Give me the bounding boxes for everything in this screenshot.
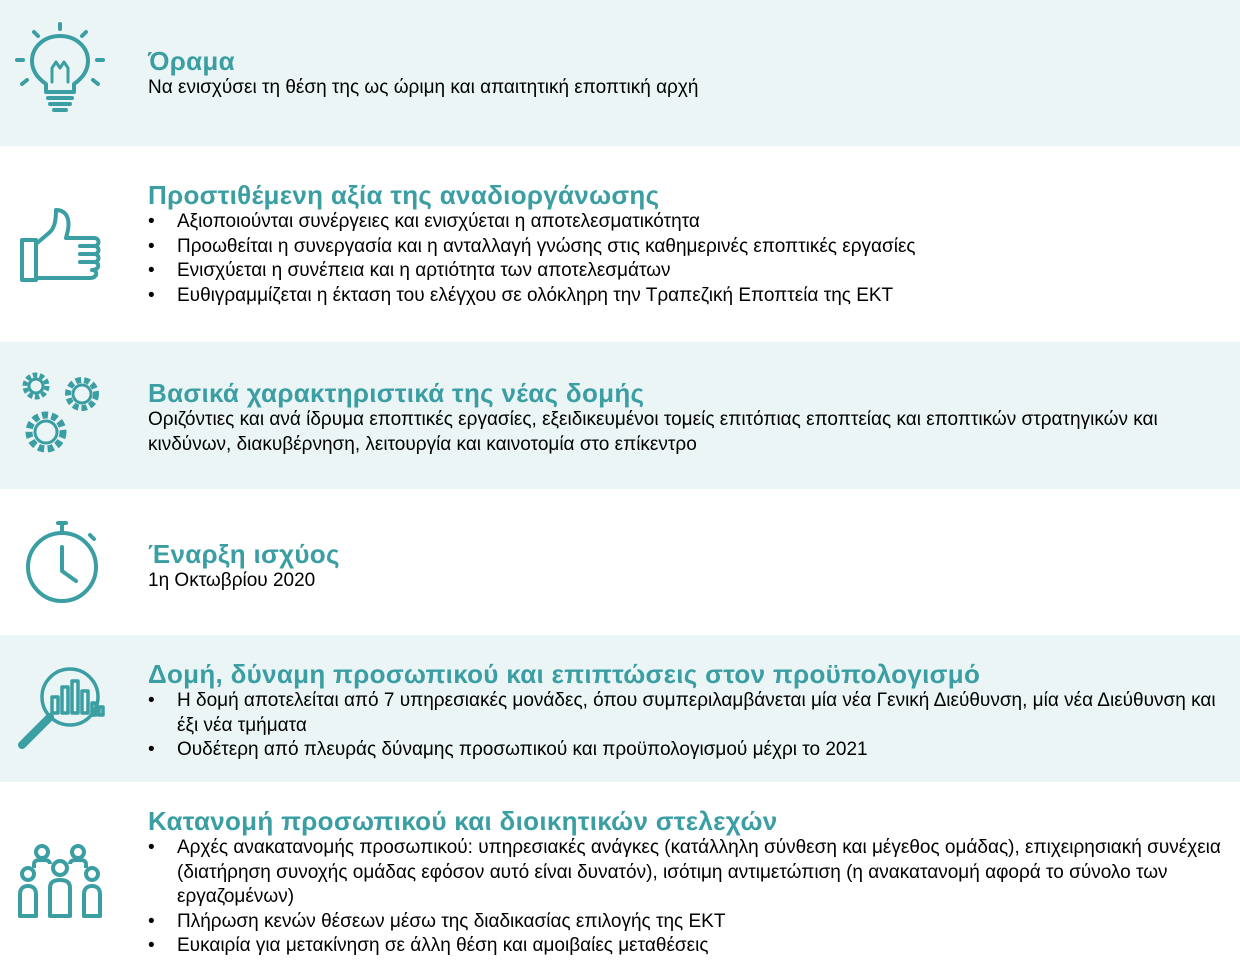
section-text: 1η Οκτωβρίου 2020 bbox=[148, 570, 316, 591]
section-text: Να ενισχύσει τη θέση της ως ώριμη και απαιτητική εποπτική αρχή bbox=[148, 77, 699, 98]
section-added-value-content bbox=[148, 180, 1230, 308]
list-item: • Πλήρωση κενών θέσεων μέσω της διαδικασίας επιλογής της ΕΚΤ bbox=[148, 910, 1230, 935]
section-title: Έναρξη ισχύος bbox=[148, 539, 340, 569]
section-start-date-content bbox=[148, 539, 1230, 594]
section-structure-content bbox=[148, 659, 1230, 763]
gears-icon bbox=[14, 366, 106, 458]
lightbulb-icon bbox=[14, 22, 106, 114]
section-vision bbox=[0, 0, 1240, 146]
section-vision-content bbox=[148, 46, 1230, 101]
section-added-value bbox=[0, 146, 1240, 342]
list-item: • Αρχές ανακατανομής προσωπικού: υπηρεσιακές ανάγκες (κατάλληλη σύνθεση και μέγεθος ομάδας), επιχειρησιακή συνέχεια (διατήρηση συνοχής ομάδας εφόσον αυτό είναι δυνατόν), ισότιμη αντιμετώπιση (η ανακατανομή αφορά το σύνολο των εργαζομένων) bbox=[148, 836, 1230, 910]
section-text: Οριζόντιες και ανά ίδρυμα εποπτικές εργασίες, εξειδικευμένοι τομείς επιτόπιας εποπτείας και εποπτικών στρατηγικών και κινδύνων, διακυβέρνηση, λειτουργία και καινοτομία στο επίκεντρο bbox=[148, 409, 1158, 455]
section-title: Όραμα bbox=[148, 46, 235, 76]
bullet-list bbox=[148, 689, 1230, 763]
list-item: • Η δομή αποτελείται από 7 υπηρεσιακές μονάδες, όπου συμπεριλαμβάνεται μία νέα Γενική Διεύθυνση, μία νέα Διεύθυνση και έξι νέα τμήματα bbox=[148, 689, 1230, 738]
list-item: • Αξιοποιούνται συνέργειες και ενισχύεται η αποτελεσματικότητα bbox=[148, 210, 1230, 235]
section-title: Κατανομή προσωπικού και διοικητικών στελεχών bbox=[148, 806, 778, 836]
stopwatch-icon bbox=[14, 519, 106, 611]
list-item: • Ενισχύεται η συνέπεια και η αρτιότητα των αποτελεσμάτων bbox=[148, 259, 1230, 284]
thumbs-up-icon bbox=[14, 202, 106, 294]
section-title: Δομή, δύναμη προσωπικού και επιπτώσεις στον προϋπολογισμό bbox=[148, 659, 981, 689]
list-item: • Ουδέτερη από πλευράς δύναμης προσωπικού και προϋπολογισμού μέχρι το 2021 bbox=[148, 738, 1230, 763]
people-group-icon bbox=[14, 838, 106, 930]
section-key-features bbox=[0, 342, 1240, 489]
list-item: • Προωθείται η συνεργασία και η ανταλλαγή γνώσης στις καθημερινές εποπτικές εργασίες bbox=[148, 235, 1230, 260]
list-item: • Ευθιγραμμίζεται η έκταση του ελέγχου σε ολόκληρη την Τραπεζική Εποπτεία της ΕΚΤ bbox=[148, 284, 1230, 309]
section-staff-allocation-content bbox=[148, 806, 1230, 959]
section-title: Προστιθέμενη αξία της αναδιοργάνωσης bbox=[148, 180, 660, 210]
section-title: Βασικά χαρακτηριστικά της νέας δομής bbox=[148, 378, 645, 408]
magnifier-chart-icon bbox=[14, 663, 106, 755]
bullet-list bbox=[148, 836, 1230, 959]
section-key-features-content bbox=[148, 378, 1230, 457]
section-structure bbox=[0, 635, 1240, 782]
section-start-date bbox=[0, 489, 1240, 635]
section-staff-allocation bbox=[0, 782, 1240, 973]
list-item: • Ευκαιρία για μετακίνηση σε άλλη θέση και αμοιβαίες μεταθέσεις bbox=[148, 934, 1230, 959]
bullet-list bbox=[148, 210, 1230, 308]
